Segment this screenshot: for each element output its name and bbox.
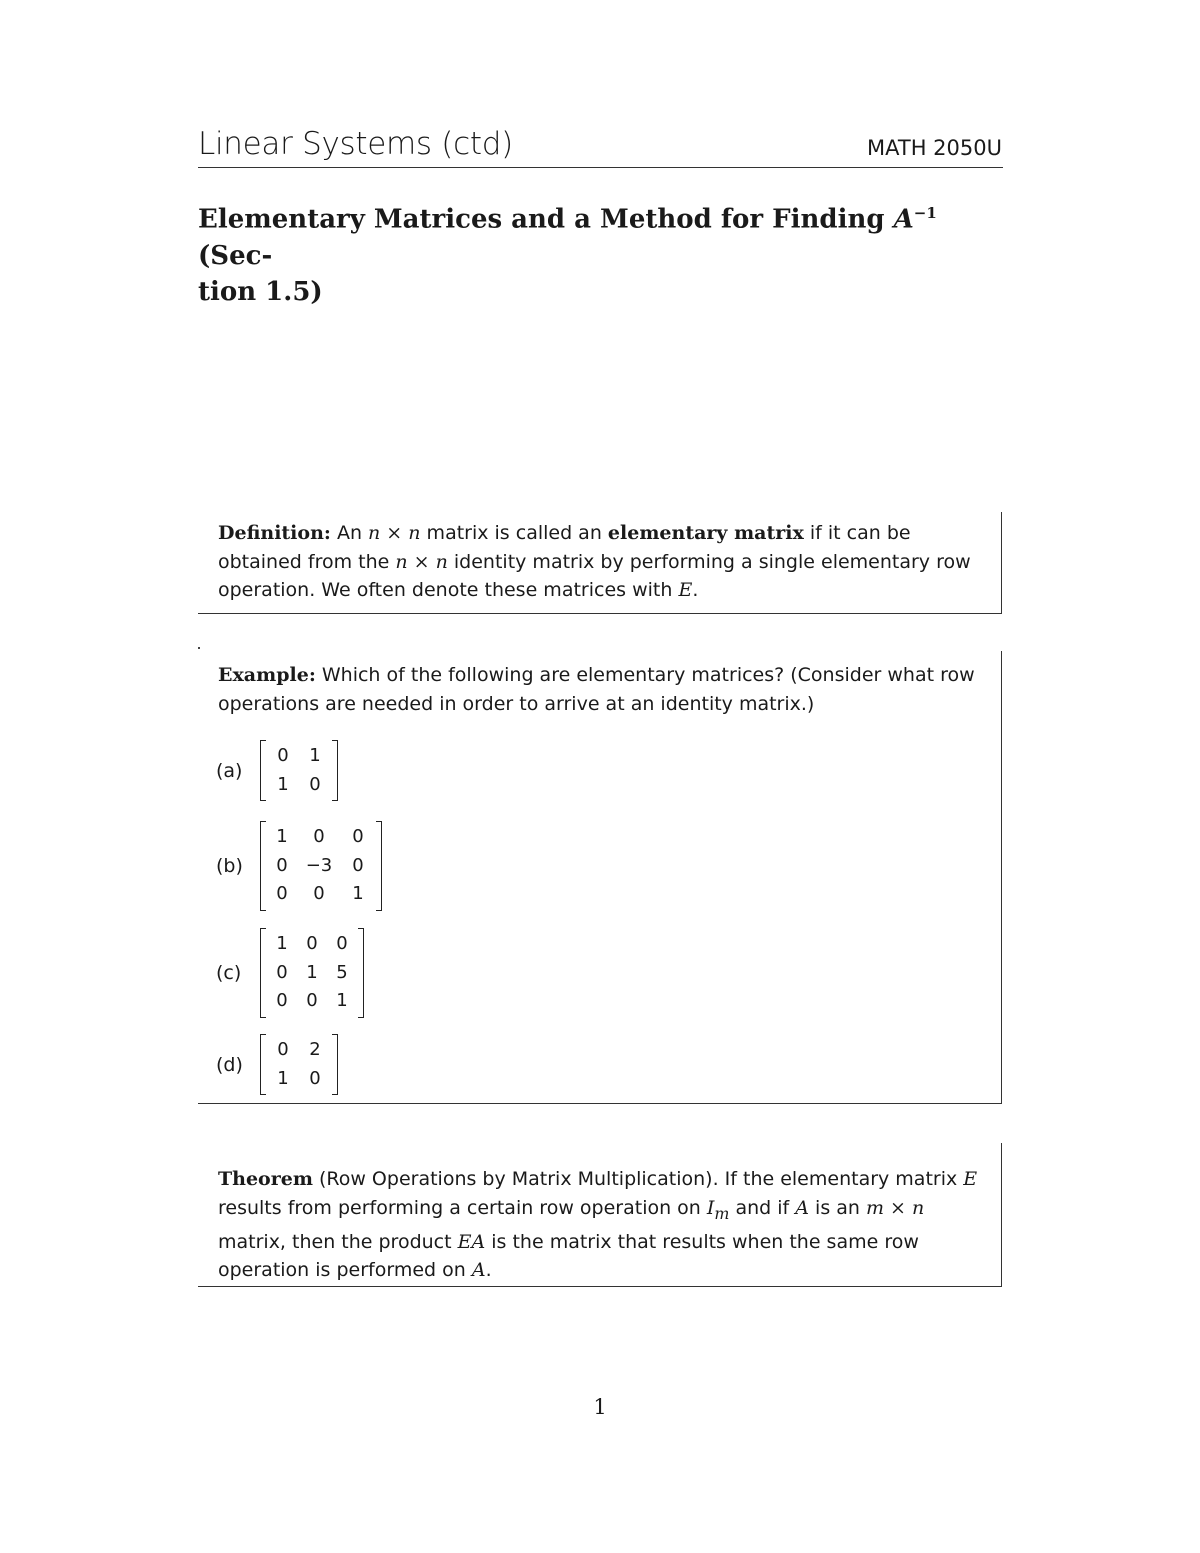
matrix-cell: 1 [276,826,288,847]
definition-text [198,512,1001,605]
matrix-cell: 0 [276,854,288,876]
item-label: (a) [216,759,243,782]
page-number: 1 [593,1395,607,1419]
matrix-a [260,740,338,801]
matrix-b [260,821,382,911]
matrix-cell: 1 [277,1067,289,1089]
definition-t4: identity matrix by performing a single elementary row operation. We often denote these matrices with [218,550,971,601]
matrix-cell: 0 [277,1039,289,1060]
section-heading-var: A [893,204,914,235]
theorem-t4: is an [809,1196,866,1219]
matrix-cell: 0 [313,826,325,847]
section-heading-text: Elementary Matrices and a Method for Finding [198,204,894,235]
definition-label: Definition: [218,522,331,544]
header-rule [198,167,1003,168]
matrix-cell: 0 [313,883,325,904]
example-question: Which of the following are elementary matrices? (Consider what row operations are needed in order to arrive at an identity matrix.) [218,664,975,715]
matrix-cell: 1 [336,990,348,1011]
matrix-cell: 1 [309,745,321,766]
theorem-var-ea: EA [457,1230,486,1253]
matrix-cell: 1 [306,961,318,983]
matrix-cell: 0 [277,745,289,766]
definition-term: elementary matrix [607,522,804,544]
example-item-d [216,1034,338,1095]
matrix-cell: 0 [276,990,288,1011]
section-heading-line2: tion 1.5) [198,276,323,307]
matrix-d [260,1034,338,1095]
matrix-cell: −3 [305,854,333,876]
theorem-mxn: m × n [865,1196,925,1219]
definition-nxn: n × n [368,522,421,544]
example-item-b [216,821,382,911]
section-heading-suffix: (Sec- [198,240,273,271]
theorem-var-a: A [795,1196,809,1219]
definition-nxn-2: n × n [395,550,448,573]
matrix-cell: 5 [336,961,348,983]
matrix-cell: 0 [306,990,318,1011]
item-label: (b) [216,854,243,877]
matrix-cell: 0 [352,854,364,876]
matrix-cell: 1 [276,933,288,954]
theorem-name: (Row Operations by Matrix Multiplication). [312,1168,719,1190]
theorem-t1: If the elementary matrix [718,1168,964,1190]
definition-var-e: E [678,579,693,601]
definition-t3: if it can be obtained from the [218,522,911,573]
theorem-t2: results from performing a certain row operation on [218,1196,707,1219]
definition-t5: . [692,579,699,601]
section-heading [198,195,1003,310]
example-label: Example: [218,664,316,686]
section-heading-exp: −1 [913,204,937,222]
theorem-t3: and if [729,1196,796,1219]
theorem-t5: matrix, then the product [218,1230,458,1253]
item-label: (c) [216,961,242,984]
stray-mark [198,647,200,649]
definition-t2: matrix is called an [420,522,608,544]
item-label: (d) [216,1053,243,1076]
theorem-box [198,1143,1002,1287]
theorem-var-m: m [714,1203,730,1223]
theorem-var-i: I [706,1196,715,1219]
theorem-label: Theorem [218,1168,313,1190]
matrix-cell: 0 [276,961,288,983]
definition-t1: An [330,522,369,544]
theorem-t7: . [485,1259,492,1282]
example-text [198,651,1001,718]
running-title: Linear Systems (ctd) [198,126,513,162]
course-code: MATH 2050U [867,136,1002,160]
theorem-var-a2: A [471,1259,486,1282]
matrix-cell: 0 [309,773,321,795]
matrix-cell: 1 [352,883,364,904]
matrix-cell: 1 [277,773,289,795]
example-item-c [216,928,364,1018]
matrix-cell: 0 [306,933,318,954]
example-item-a [216,740,338,801]
matrix-cell: 0 [336,933,348,954]
matrix-c [260,928,364,1018]
matrix-cell: 0 [276,883,288,904]
definition-box [198,512,1002,614]
matrix-cell: 0 [352,826,364,847]
matrix-cell: 2 [309,1039,321,1060]
theorem-var-e: E [963,1168,978,1190]
matrix-cell: 0 [309,1067,321,1089]
theorem-text [198,1143,1001,1285]
theorem-t6: is the matrix that results when the same row operation is performed on [218,1230,919,1282]
